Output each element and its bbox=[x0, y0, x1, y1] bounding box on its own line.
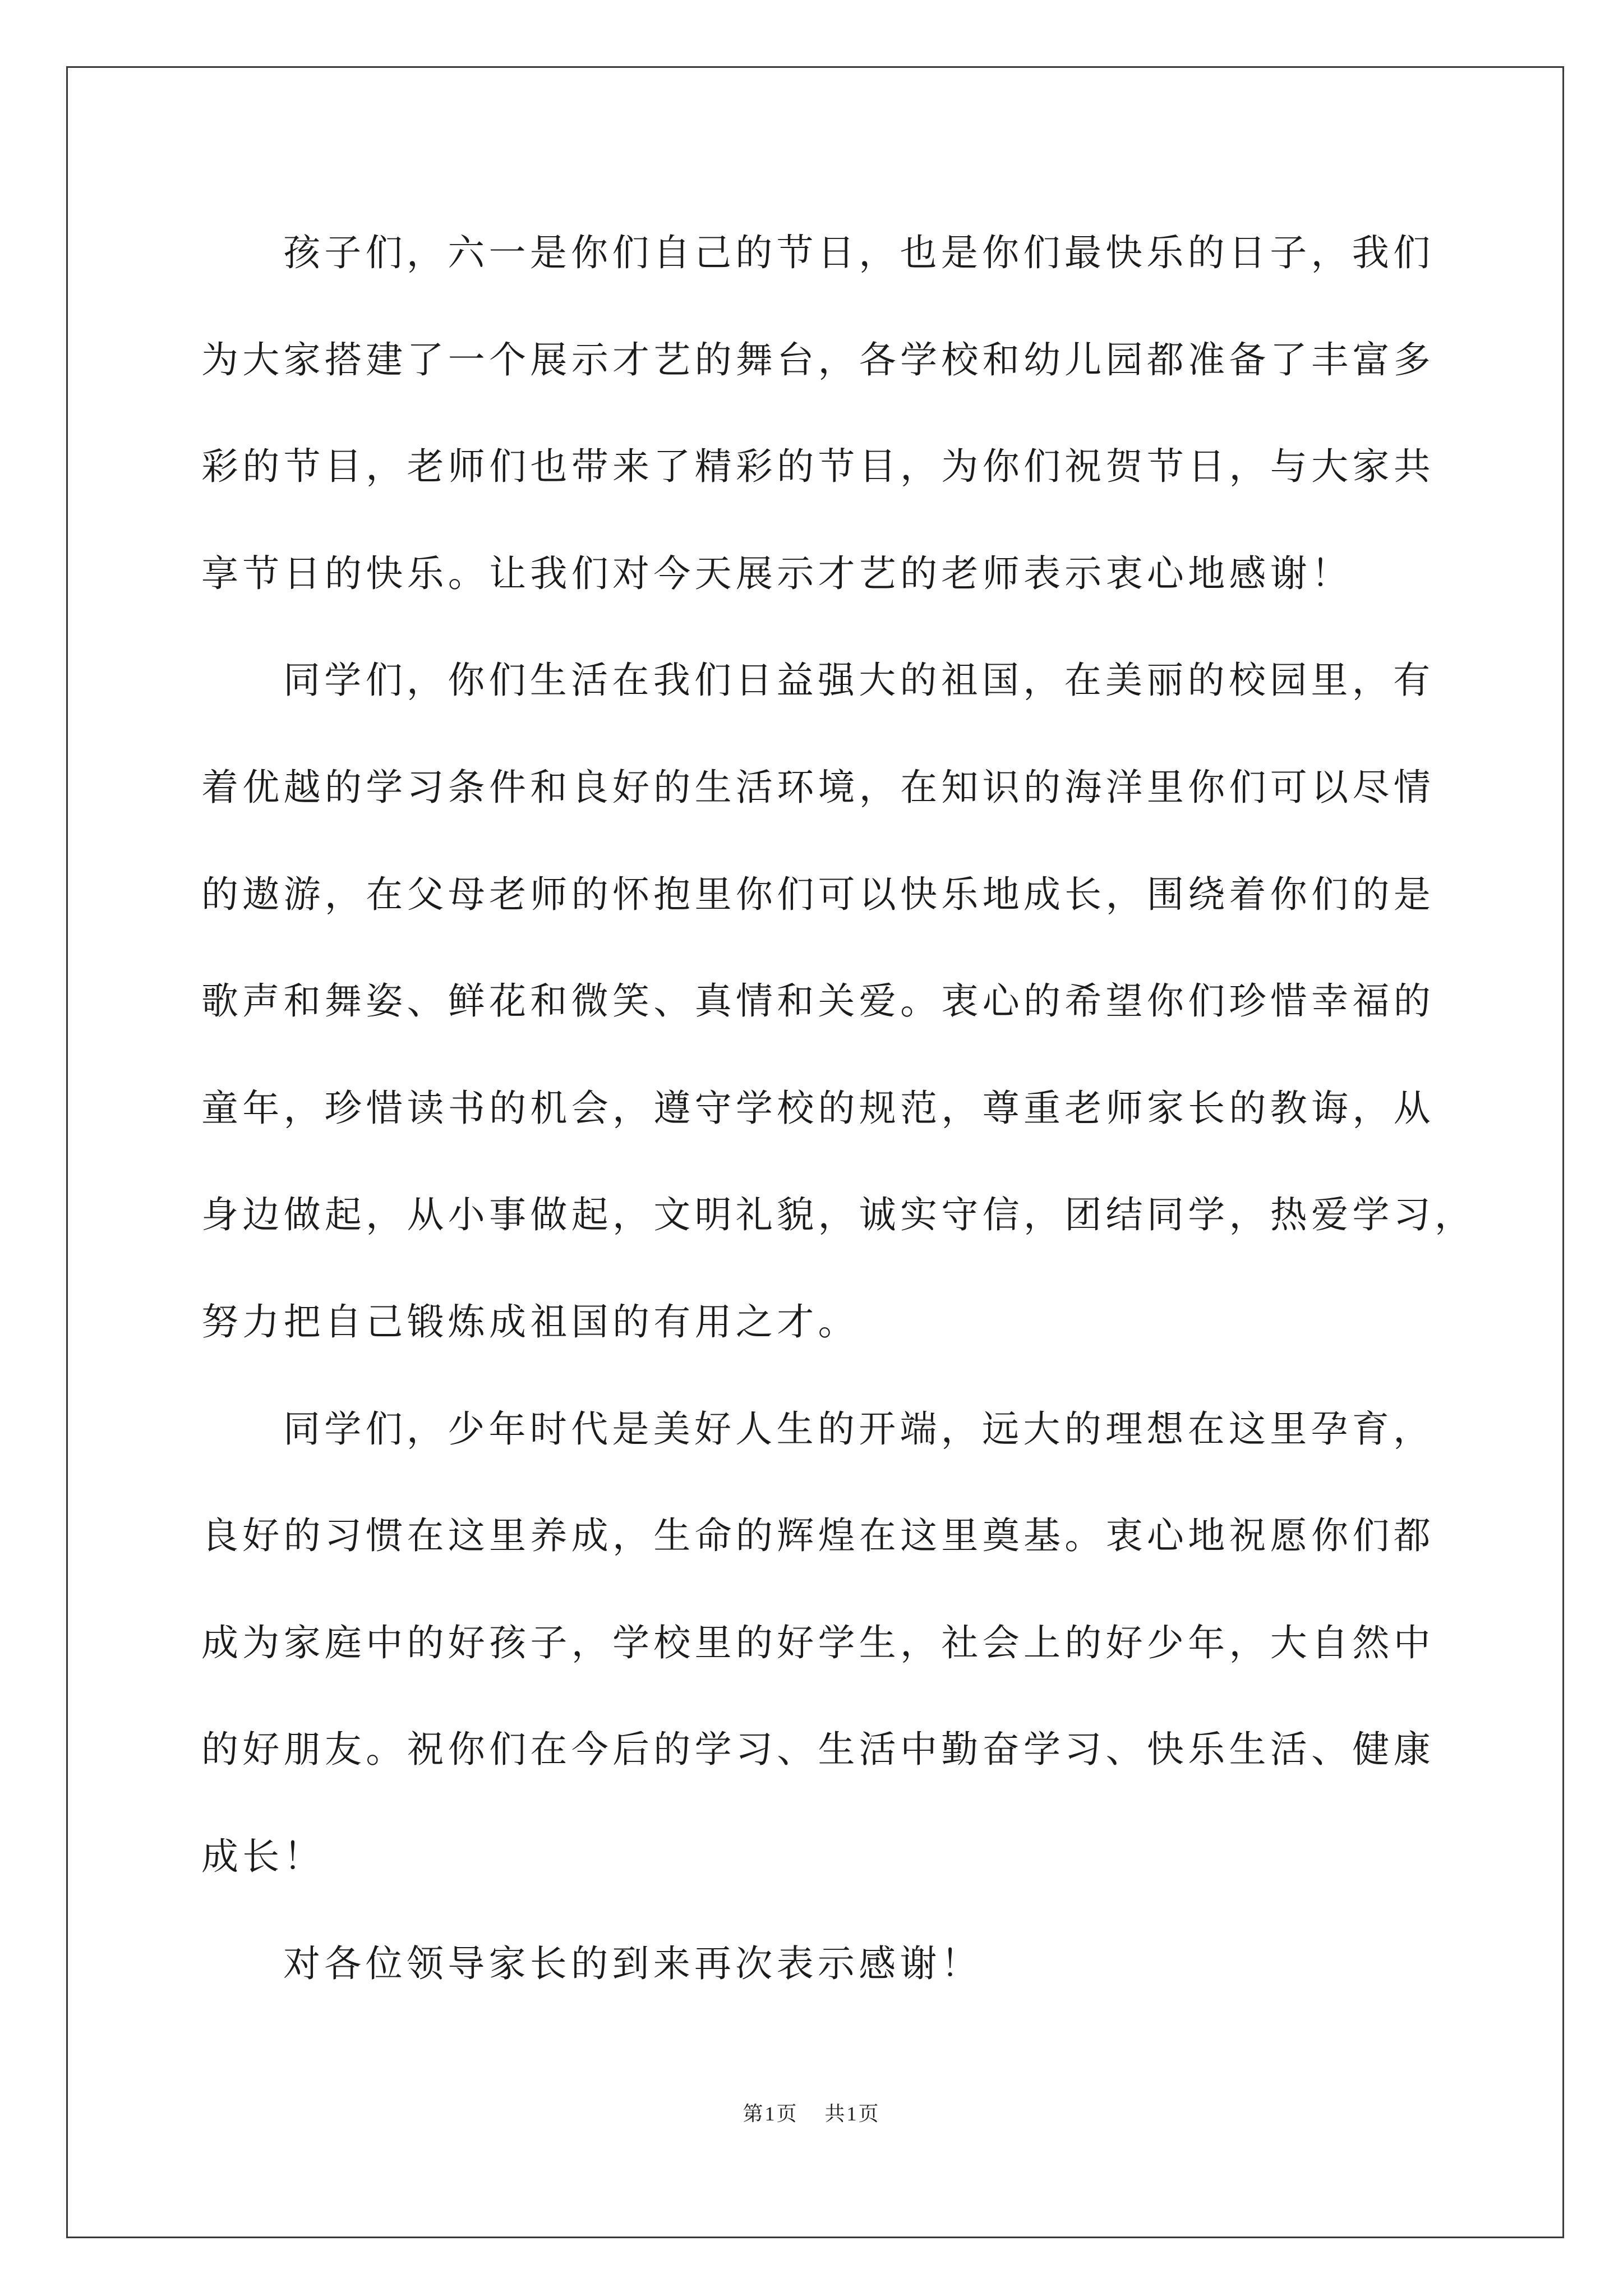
paragraph-2 bbox=[201, 627, 1491, 1375]
text-line: 彩的节目，老师们也带来了精彩的节目，为你们祝贺节日，与大家共 bbox=[201, 445, 1435, 489]
text-line: 童年，珍惜读书的机会，遵守学校的规范，尊重老师家长的教诲，从 bbox=[201, 1086, 1435, 1130]
text-line: 享节日的快乐。让我们对今天展示才艺的老师表示衷心地感谢！ bbox=[201, 551, 1353, 595]
text-line: 歌声和舞姿、鲜花和微笑、真情和关爱。衷心的希望你们珍惜幸福的 bbox=[201, 979, 1435, 1023]
document-body bbox=[201, 200, 1491, 2017]
page-footer bbox=[0, 2100, 1623, 2128]
text-line: 的遨游，在父母老师的怀抱里你们可以快乐地成长，围绕着你们的是 bbox=[201, 872, 1435, 916]
paragraph-1 bbox=[201, 200, 1491, 627]
paragraph-4 bbox=[201, 1911, 1491, 2018]
text-line: 同学们，你们生活在我们日益强大的祖国，在美丽的校园里，有 bbox=[283, 659, 1435, 702]
total-pages-label: 共1页 bbox=[824, 2102, 880, 2125]
text-line: 为大家搭建了一个展示才艺的舞台，各学校和幼儿园都准备了丰富多 bbox=[201, 338, 1435, 381]
text-line: 努力把自己锻炼成祖国的有用之才。 bbox=[201, 1300, 859, 1343]
page-number-label: 第1页 bbox=[743, 2102, 799, 2125]
text-line: 成为家庭中的好孩子，学校里的好学生，社会上的好少年，大自然中 bbox=[201, 1621, 1435, 1664]
paragraph-3 bbox=[201, 1376, 1491, 1911]
text-line: 成长！ bbox=[201, 1834, 325, 1878]
text-line: 对各位领导家长的到来再次表示感谢！ bbox=[283, 1941, 983, 1985]
text-line: 身边做起，从小事做起，文明礼貌，诚实守信，团结同学，热爱学习， bbox=[201, 1193, 1476, 1237]
text-line: 着优越的学习条件和良好的生活环境，在知识的海洋里你们可以尽情 bbox=[201, 765, 1435, 809]
text-line: 良好的习惯在这里养成，生命的辉煌在这里奠基。衷心地祝愿你们都 bbox=[201, 1514, 1435, 1558]
text-line: 同学们，少年时代是美好人生的开端，远大的理想在这里孕育， bbox=[283, 1407, 1435, 1451]
text-line: 孩子们，六一是你们自己的节日，也是你们最快乐的日子，我们 bbox=[283, 231, 1435, 274]
text-line: 的好朋友。祝你们在今后的学习、生活中勤奋学习、快乐生活、健康 bbox=[201, 1728, 1435, 1772]
